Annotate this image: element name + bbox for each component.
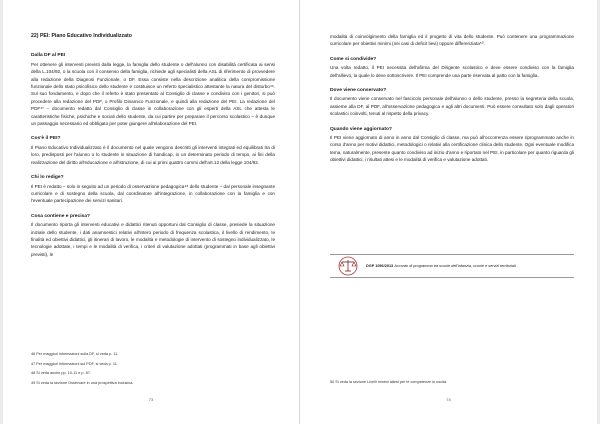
dgp-reference-box	[330, 254, 574, 278]
section-heading: Dalla DF al PEI	[31, 53, 66, 59]
section-heading: Dove viene conservato?	[330, 88, 387, 94]
section-heading: Come si condivide?	[330, 56, 377, 62]
page-number: 73	[148, 397, 154, 402]
section-text: Il PEI è redatto – solo in seguito ad un periodo di osservazione pedagogica⁴⁸ dello studente – dal personale insegnante curricolare e di sostegno della scuola, dal coordinatore all'integrazione, in collaborazione con la famiglia e con l'eventuale partecipazione dei servizi sanitari.	[31, 183, 275, 204]
left-page-content	[31, 33, 275, 266]
section-heading: Chi lo redige?	[31, 175, 64, 181]
footnotes	[330, 378, 574, 388]
scales-of-justice-icon	[336, 256, 360, 276]
section-text: Una volta redatto, il PEI necessita dell'afirma del Dirigente scolastico e deve essere condiviso con la famiglia dell'allievo, la quale lo deve sottoscrivere. Il PEI comprende una parte riservata al patto con la famiglia.	[330, 65, 574, 78]
footnote: 47 Per maggiori informazioni sul PDF, si veda p. 11.	[31, 361, 118, 366]
footnotes	[31, 350, 275, 388]
section-text: Il PEI viene aggiornato di anno in anno dal Consiglio di classe, ma può all'occorrenza essere riprogrammato anche in corso d'anno per motivi didattici, metodologici o relativi alla certificazione clinica dello studente. Ogni eventuale modifica tema, naturalmente, presente quanto condiviso ad inizio d'anno e riportato nel PEI, in particolare per quanto riguarda gli obiettivi didattici, i risultati attesi e le modalità di verifica e valutazione adottati.	[330, 135, 574, 163]
right-page-content	[330, 33, 574, 172]
document-spread	[3, 0, 597, 424]
dgp-label: DGP 1056/2013	[366, 263, 394, 268]
section-text: Il Piano Educativo Individualizzato è il documento nel quale vengono descritti gli interventi integrati ed equilibrati tra di loro, predisposti per l'alunno o lo studente in situazione di handicap, in un determinato periodo di tempo, ai fini della realizzazione del diritto all'educazione e all'istruzione, di cui ai primi quattro commi dell'art.12 della legge 104/92.	[31, 144, 275, 165]
footnote: 48 Si veda anche pp. 10-11 e p. 87.	[31, 371, 91, 375]
intro-text: modalità di coinvolgimento della famiglia ed il progetto di vita dello studente. Può contenere una programmazione curricolare per obiettivi minimi (nei casi di deficit lievi) oppure differenziata⁵⁰.	[330, 34, 574, 47]
dgp-reference-text	[366, 264, 517, 269]
section-heading: Cos'è il PEI?	[31, 136, 61, 142]
page-number: 74	[446, 397, 451, 402]
section-heading: Cosa contiene e precisa?	[31, 213, 90, 219]
footnote: 50 Si veda la sezione Livelli minimi attesi per le competenze in uscita.	[330, 380, 448, 384]
section-heading: Quando viene aggiornato?	[330, 126, 392, 132]
page-title: 22) PEI: Piano Educativo Individualizzato	[31, 33, 132, 39]
section-text: Per ottenere gli interventi previsti dalla legge, la famiglia dello studente o dell'alunno con disabilità certificata ai sensi della L.104/92, o la scuola con il consenso della famiglia, richiede agli specialisti della ASL di riferimento di provvedere alla redazione della Diagnosi Funzionale, o DF. Essa consiste nella descrizione analitica della compromissione funzionale dello stato psicofisico dello studente e costituisce un referto specialistico attestante la natura del disturbo⁴⁶. Sul suo fondamento, e dopo che il referto è stato presentato al Consiglio di classe e condiviso con i genitori, si può procedere alla redazione del PDF, o Profilo Dinamico Funzionale, e quindi alla redazione del PEI. La redazione del PDF⁴⁷ – documento redatto dal Consiglio di classe in collaborazione con gli esperti della ASL che attesta le caratteristiche fisiche, psichiche e sociali dello studente, da cui partire per preparare il percorso scolastico – è dunque un passaggio necessario ed obbligato per poter giungere all'elaborazione del PEI.	[31, 61, 275, 127]
footnote: 49 Si veda la sezione Osservare in una prospettiva inclusiva.	[31, 380, 134, 385]
footnote: 46 Per maggiori informazioni sulla DF, si veda p. 11.	[31, 352, 119, 356]
section-text: Il documento riporta gli interventi educativi e didattici ritenuti opportuni dal Consiglio di classe, presiede la situazione iniziale dello studente, i dati anamnestici relativi all'intero periodo di frequenza scolastica, il livello di rendimento, le finalità ed obiettivi didattici, gli itinerari di lavoro, le modalità e metodologie di intervento di sostegno individualizzato, le tecnologie adottate, i tempi e le modalità di verifica, i criteri di valutazione adottati (programmati in base agli obiettivi previsti), le	[31, 222, 275, 257]
dgp-description: Accordo di programma tra scuole dell'infanzia, scuole e servizi territoriali.	[394, 263, 517, 268]
section-text: Il documento viene conservato nel fascicolo personale dell'alunno o dello studente, presso la segreteria della scuola, assieme alla DF, al PDF, all'osservazione pedagogica e agli altri documenti. Può essere consultato solo dagli operatori scolastici coinvolti, tenuti al rispetto della privacy.	[330, 96, 574, 117]
left-page	[3, 0, 300, 424]
right-page	[300, 0, 597, 424]
